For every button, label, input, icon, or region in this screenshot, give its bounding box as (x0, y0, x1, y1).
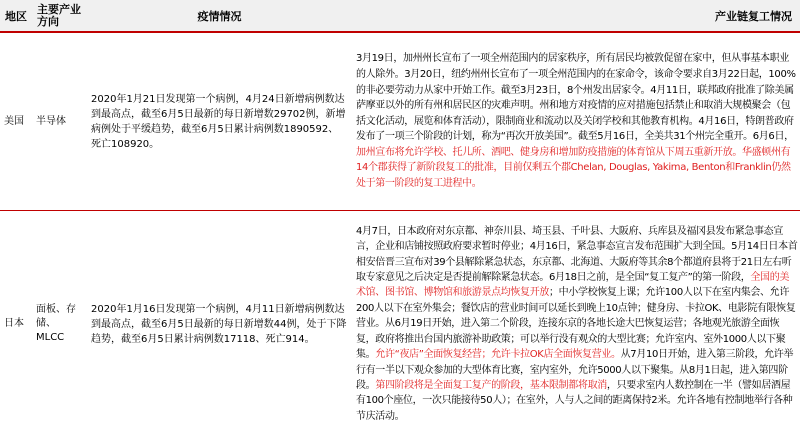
direction-cell: 面板、存储、MLCC (36, 304, 76, 343)
chain-highlight-text: 第四阶段将是全面复工复产的阶段，基本限制都将取消 (375, 379, 607, 391)
direction-cell: 半导体 (33, 32, 85, 211)
table-row-usa (0, 32, 800, 211)
region-cell: 日本 (4, 318, 24, 330)
table-header-row (0, 0, 800, 32)
header-epidemic: 疫情情况 (85, 0, 354, 32)
header-chain: 产业链复工情况 (354, 0, 800, 32)
epidemic-cell: 2020年1月21日发现第一个病例，4月24日新增病例数达到最高点，截至6月5日最新的每日新增数29702例，新增病例处于平缓趋势，截至6月5日累计病例数1890592、死亡108920。 (85, 32, 354, 211)
chain-cell (354, 32, 800, 211)
epidemic-cell: 2020年1月16日发现第一个病例，4月11日新增病例数达到最高点，截至6月5日最新的每日新增数44例，处于下降趋势，截至6月5日累计病例数17118、死亡914。 (91, 303, 347, 345)
chain-highlight-text: 全国的美术馆、图书馆、博物馆和旅游景点均恢复开放 (356, 272, 790, 299)
chain-cell (354, 211, 800, 438)
chain-text: ，只要求室内人数控制在一半（譬如居酒屋有100个座位，一次只能接待50人）；在室外，人与人之间的距离保持2米。允许各地有控制地举行各种节庆活动。 (356, 379, 793, 422)
chain-highlight-text: 加州宣布将允许学校、托儿所、酒吧、健身房和增加防疫措施的体育馆从下周五重新开放。华盛顿州有14个郡获得了新阶段复工的批准，目前仅剩五个郡Chelan, Douglas, Yakima, Benton和Franklin仍然处于第一阶段的复工进程中。 (356, 146, 791, 190)
region-cell: 美国 (0, 32, 33, 211)
chain-text: 3月19日，加州州长宣布了一项全州范围内的居家秩序，所有居民均被敦促留在家中，但从事基本职业的人除外。3月20日，纽约州州长宣布了一项全州范围内的在家命令，该命令要求自3月22日起，100%的非必要劳动力从家中开始工作。截至3月23日，8个州发出居家令。4月11日，联邦政府批准了除美属萨摩亚以外的所有州和居民区的灾难声明。州和地方对疫情的应对措施包括禁止和取消大规模聚会（包括文化活动，展览和体育活动），限制商业和流动以及关闭学校和其他教育机构。4月16日，特朗普政府发布了一项三个阶段的计划，称为“再次开放美国”。截至5月16日，全美共31个州完全重开。6月6日， (356, 53, 796, 143)
chain-highlight-text: 允许“夜店”全面恢复经营；允许卡拉OK店全面恢复营业。 (375, 349, 621, 361)
chain-text: ；中小学校恢复上课；允许100人以下在室内集会、允许200人以下在室外集会；餐饮店的营业时间可以延长到晚上10点钟；健身房、卡拉OK、电影院有限恢复营业。从6月19日开始，进入第二个阶段，连接东京的各地长途大巴恢复运营；各地观光旅游全面恢复，政府将推出台国内旅游补助政策；可以举行没有观众的大型比赛；允许室内、室外1000人以下聚集。 (356, 287, 796, 361)
table-row-japan (0, 211, 800, 438)
chain-text: 从7月10日开始，进入第三阶段，允许举行有一半以下观众参加的大型体育比赛，室内室外，允许5000人以下聚集。从8月1日起，进入第四阶段。 (356, 349, 794, 391)
chain-text: 4月7日，日本政府对东京都、神奈川县、埼玉县、千叶县、大阪府、兵库县及福冈县发布紧急事态宣言，企业和店铺按照政府要求暂时停业；4月16日，紧急事态宣言发布范围扩大到全国。5月14日日本首相安倍晋三宣布对39个县解除紧急状态，东京都、北海道、大阪府等其余8个都道府县将于21日左右听取专家意见之后决定是否提前解除紧急状态。6月18日之前，是全国“复工复产”的第一阶段， (356, 225, 798, 284)
header-direction: 主要产业方向 (33, 0, 85, 32)
header-region: 地区 (0, 0, 33, 32)
